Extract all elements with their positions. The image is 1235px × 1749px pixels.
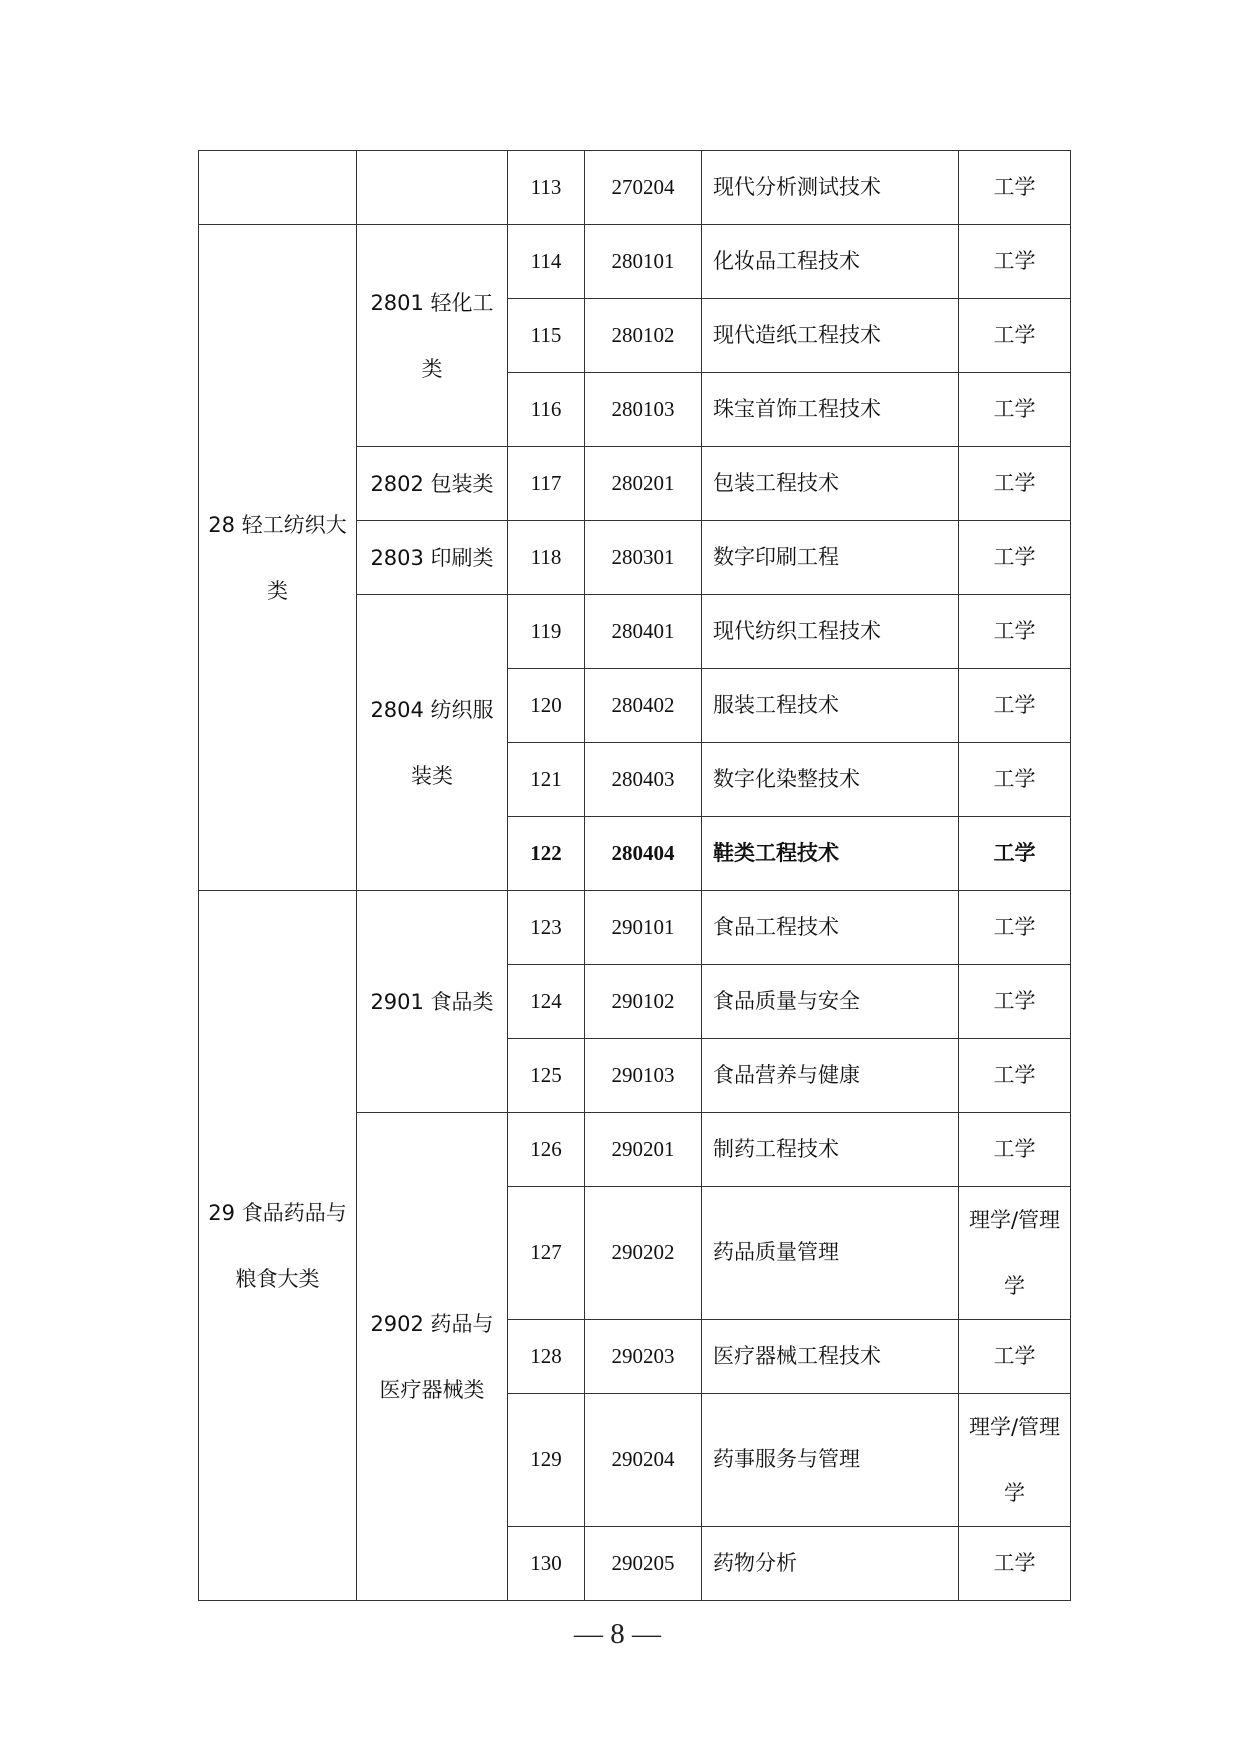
major-code: 280102 <box>585 299 702 373</box>
degree-type: 工学 <box>959 595 1071 669</box>
major-name: 制药工程技术 <box>702 1113 959 1187</box>
major-name: 医疗器械工程技术 <box>702 1320 959 1394</box>
degree-type: 工学 <box>959 521 1071 595</box>
degree-type: 工学 <box>959 1527 1071 1601</box>
major-name: 包装工程技术 <box>702 447 959 521</box>
row-number: 124 <box>508 965 585 1039</box>
degree-type: 工学 <box>959 1113 1071 1187</box>
row-number: 117 <box>508 447 585 521</box>
major-code: 280103 <box>585 373 702 447</box>
row-number: 125 <box>508 1039 585 1113</box>
category-cell: 28 轻工纺织大类 <box>199 225 357 891</box>
major-code: 290204 <box>585 1394 702 1527</box>
group-cell: 2902 药品与医疗器械类 <box>357 1113 508 1601</box>
table-row <box>199 151 1071 225</box>
row-number: 121 <box>508 743 585 817</box>
major-code: 280402 <box>585 669 702 743</box>
row-number: 126 <box>508 1113 585 1187</box>
row-number: 119 <box>508 595 585 669</box>
row-number: 115 <box>508 299 585 373</box>
degree-type: 工学 <box>959 965 1071 1039</box>
row-number: 128 <box>508 1320 585 1394</box>
degree-type: 工学 <box>959 1320 1071 1394</box>
major-name: 现代纺织工程技术 <box>702 595 959 669</box>
row-number: 127 <box>508 1187 585 1320</box>
major-code: 270204 <box>585 151 702 225</box>
degree-type: 工学 <box>959 373 1071 447</box>
major-name: 食品工程技术 <box>702 891 959 965</box>
major-name: 食品质量与安全 <box>702 965 959 1039</box>
major-name: 数字化染整技术 <box>702 743 959 817</box>
degree-type: 工学 <box>959 225 1071 299</box>
major-name: 药品质量管理 <box>702 1187 959 1320</box>
major-name: 数字印刷工程 <box>702 521 959 595</box>
major-catalog-table <box>198 150 1071 1601</box>
major-code: 290101 <box>585 891 702 965</box>
major-name: 化妆品工程技术 <box>702 225 959 299</box>
major-code: 280403 <box>585 743 702 817</box>
degree-type: 工学 <box>959 743 1071 817</box>
row-number: 113 <box>508 151 585 225</box>
row-number: 129 <box>508 1394 585 1527</box>
group-cell: 2901 食品类 <box>357 891 508 1113</box>
major-code: 290201 <box>585 1113 702 1187</box>
major-code: 280401 <box>585 595 702 669</box>
table-row <box>199 225 1071 299</box>
category-cell: 29 食品药品与粮食大类 <box>199 891 357 1601</box>
major-code: 280301 <box>585 521 702 595</box>
major-name: 珠宝首饰工程技术 <box>702 373 959 447</box>
major-code: 290205 <box>585 1527 702 1601</box>
degree-type: 工学 <box>959 891 1071 965</box>
major-name: 药事服务与管理 <box>702 1394 959 1527</box>
row-number: 120 <box>508 669 585 743</box>
group-cell: 2803 印刷类 <box>357 521 508 595</box>
major-name: 食品营养与健康 <box>702 1039 959 1113</box>
page-number: — 8 — <box>574 1618 661 1650</box>
major-code: 280201 <box>585 447 702 521</box>
major-name: 鞋类工程技术 <box>702 817 959 891</box>
group-cell: 2804 纺织服装类 <box>357 595 508 891</box>
degree-type: 工学 <box>959 299 1071 373</box>
major-code: 290102 <box>585 965 702 1039</box>
major-code: 280404 <box>585 817 702 891</box>
major-name: 药物分析 <box>702 1527 959 1601</box>
major-code: 290202 <box>585 1187 702 1320</box>
group-cell: 2802 包装类 <box>357 447 508 521</box>
degree-type: 工学 <box>959 817 1071 891</box>
major-name: 服装工程技术 <box>702 669 959 743</box>
degree-type: 理学/管理学 <box>959 1187 1071 1320</box>
major-name: 现代分析测试技术 <box>702 151 959 225</box>
degree-type: 工学 <box>959 669 1071 743</box>
row-number: 118 <box>508 521 585 595</box>
major-code: 280101 <box>585 225 702 299</box>
major-code: 290203 <box>585 1320 702 1394</box>
row-number: 116 <box>508 373 585 447</box>
row-number: 122 <box>508 817 585 891</box>
degree-type: 工学 <box>959 447 1071 521</box>
row-number: 114 <box>508 225 585 299</box>
category-cell-continued <box>199 151 357 225</box>
table-row <box>199 891 1071 965</box>
group-cell-continued <box>357 151 508 225</box>
row-number: 123 <box>508 891 585 965</box>
degree-type: 理学/管理学 <box>959 1394 1071 1527</box>
major-name: 现代造纸工程技术 <box>702 299 959 373</box>
row-number: 130 <box>508 1527 585 1601</box>
major-code: 290103 <box>585 1039 702 1113</box>
degree-type: 工学 <box>959 1039 1071 1113</box>
group-cell: 2801 轻化工类 <box>357 225 508 447</box>
degree-type: 工学 <box>959 151 1071 225</box>
